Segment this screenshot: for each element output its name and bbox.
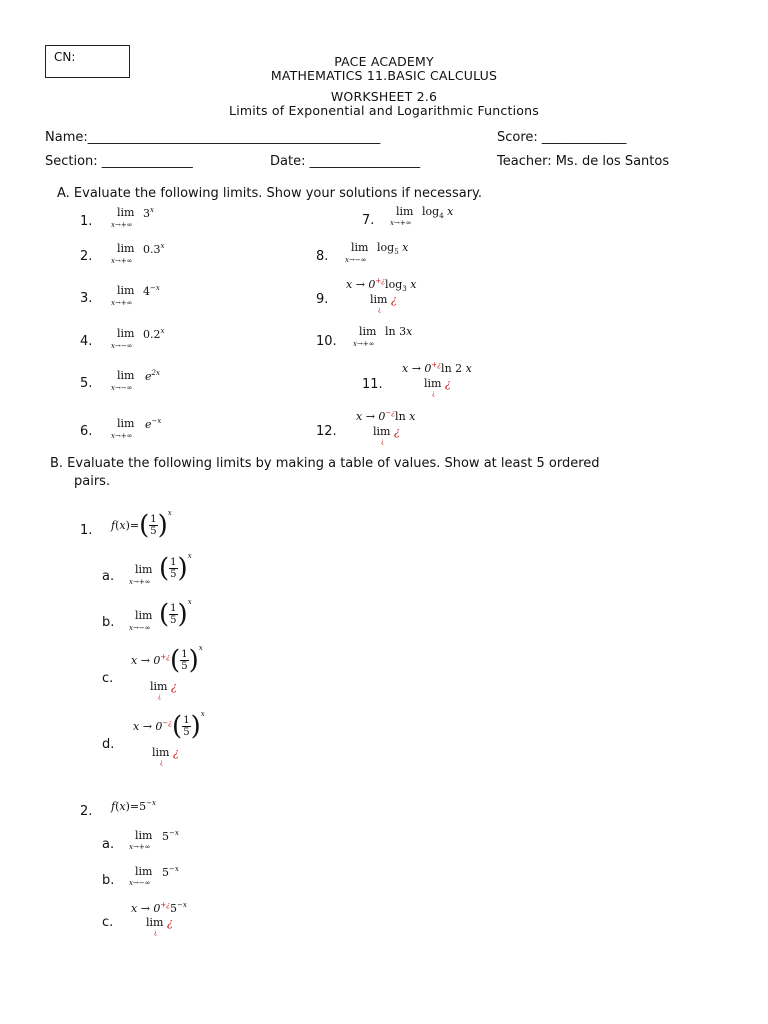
limit-expression: $4^{-x}$ [143,284,160,298]
limit-approach: x→−∞ [129,624,151,632]
limit-approach: x→−∞ [345,256,367,264]
cn-label: CN: [54,50,76,64]
question-number: 2. [80,804,93,819]
limit-expression: $5^{-x}$ [162,865,179,879]
limit-approach: $x \to 0^{+¿}\log_3$ x [346,277,417,293]
item-number: 8. [316,249,329,264]
limit-expression: $e^{2x}$ [145,369,160,383]
function-definition: $f(x)=5^{-x}$ [111,799,156,813]
limit-approach: x→+∞ [111,299,133,307]
limit-expression: 0.2$^x$ [143,327,165,341]
red-mark: ¿ [158,693,162,700]
limit-expression: 0.3$^x$ [143,242,165,256]
school-name: PACE ACADEMY [334,54,434,69]
lim-operator: lim ¿ [146,916,173,929]
item-number: 4. [80,334,93,349]
name-field[interactable]: Name:_____________________________________________ [45,130,381,145]
limit-expression: 3$^x$ [143,206,154,220]
limit-approach: x → 0+¿( $\frac{1}{5}$ )$^x$ [131,644,203,676]
date-field[interactable]: Date: _________________ [270,154,421,169]
red-mark: ¿ [160,759,164,766]
limit-expression: ln 3x [385,325,413,338]
item-number: 7. [362,213,375,228]
lim-operator: lim [135,865,153,878]
lim-operator: lim ¿ [424,377,451,390]
course-title: MATHEMATICS 11.BASIC CALCULUS [270,68,498,83]
limit-approach: x→+∞ [390,219,412,227]
part-letter: a. [102,569,115,584]
part-a-instruction: A. Evaluate the following limits. Show your solutions if necessary. [57,186,483,201]
limit-approach: x→+∞ [129,843,151,851]
lim-operator: lim ¿ [370,293,397,306]
limit-approach: x → 0+¿ln 2 x [402,361,472,375]
worksheet-number: WORKSHEET 2.6 [330,89,438,104]
limit-approach: x→+∞ [111,221,133,229]
limit-approach: x→+∞ [353,340,375,348]
item-number: 2. [80,249,93,264]
lim-operator: lim [117,284,135,297]
lim-operator: lim [117,369,135,382]
limit-approach: x → 0−¿ln x [356,409,416,423]
red-mark: ¿ [154,929,158,936]
limit-approach: x→−∞ [111,342,133,350]
red-mark: ¿ [432,390,436,397]
part-letter: b. [102,615,115,630]
limit-expression: ( $\frac{1}{5}$ )$^x$ [159,552,192,584]
lim-operator: lim [117,206,135,219]
part-b-instruction-cont: pairs. [74,474,111,489]
lim-operator: lim ¿ [150,680,177,693]
part-letter: c. [102,915,114,930]
lim-operator: lim ¿ [152,746,179,759]
limit-expression: ( $\frac{1}{5}$ )$^x$ [159,598,192,630]
limit-approach: $x \to 0^{+¿}5^{-x}$ [131,901,187,915]
lim-operator: lim [135,609,153,622]
item-number: 6. [80,424,93,439]
item-number: 9. [316,292,329,307]
function-definition: f(x)=( $\frac{1}{5}$ )$^x$ [111,509,172,541]
limit-expression: $\log_5 x$ [377,241,409,256]
lim-operator: lim [135,829,153,842]
lim-operator: lim [117,327,135,340]
lim-operator: lim [135,563,153,576]
item-number: 1. [80,214,93,229]
lim-operator: lim [117,417,135,430]
teacher-field: Teacher: Ms. de los Santos [497,154,670,169]
red-mark: ¿ [381,438,385,445]
limit-expression: $\log_4 x$ [422,205,454,220]
section-field[interactable]: Section: ______________ [45,154,193,169]
part-letter: a. [102,837,115,852]
limit-approach: x→−∞ [111,384,133,392]
part-letter: c. [102,671,114,686]
lim-operator: lim [351,241,369,254]
lim-operator: lim [396,205,414,218]
lim-operator: lim [359,325,377,338]
score-field[interactable]: Score: _____________ [497,130,627,145]
lim-operator: lim [117,242,135,255]
limit-approach: x→−∞ [129,879,151,887]
limit-approach: x→+∞ [111,432,133,440]
limit-approach: x→+∞ [111,257,133,265]
limit-approach: x→+∞ [129,578,151,586]
red-mark: ¿ [378,306,382,313]
part-letter: b. [102,873,115,888]
part-b-instruction: B. Evaluate the following limits by making a table of values. Show at least 5 ordered [50,456,600,471]
limit-expression: $5^{-x}$ [162,829,179,843]
lim-operator: lim ¿ [373,425,400,438]
item-number: 11. [362,377,383,392]
item-number: 12. [316,424,337,439]
limit-approach: x → 0−¿( $\frac{1}{5}$ )$^x$ [133,710,205,742]
limit-expression: $e^{-x}$ [145,417,162,431]
item-number: 5. [80,376,93,391]
item-number: 10. [316,334,337,349]
item-number: 3. [80,291,93,306]
part-letter: d. [102,737,115,752]
question-number: 1. [80,523,93,538]
worksheet-topic: Limits of Exponential and Logarithmic Functions [229,103,539,118]
